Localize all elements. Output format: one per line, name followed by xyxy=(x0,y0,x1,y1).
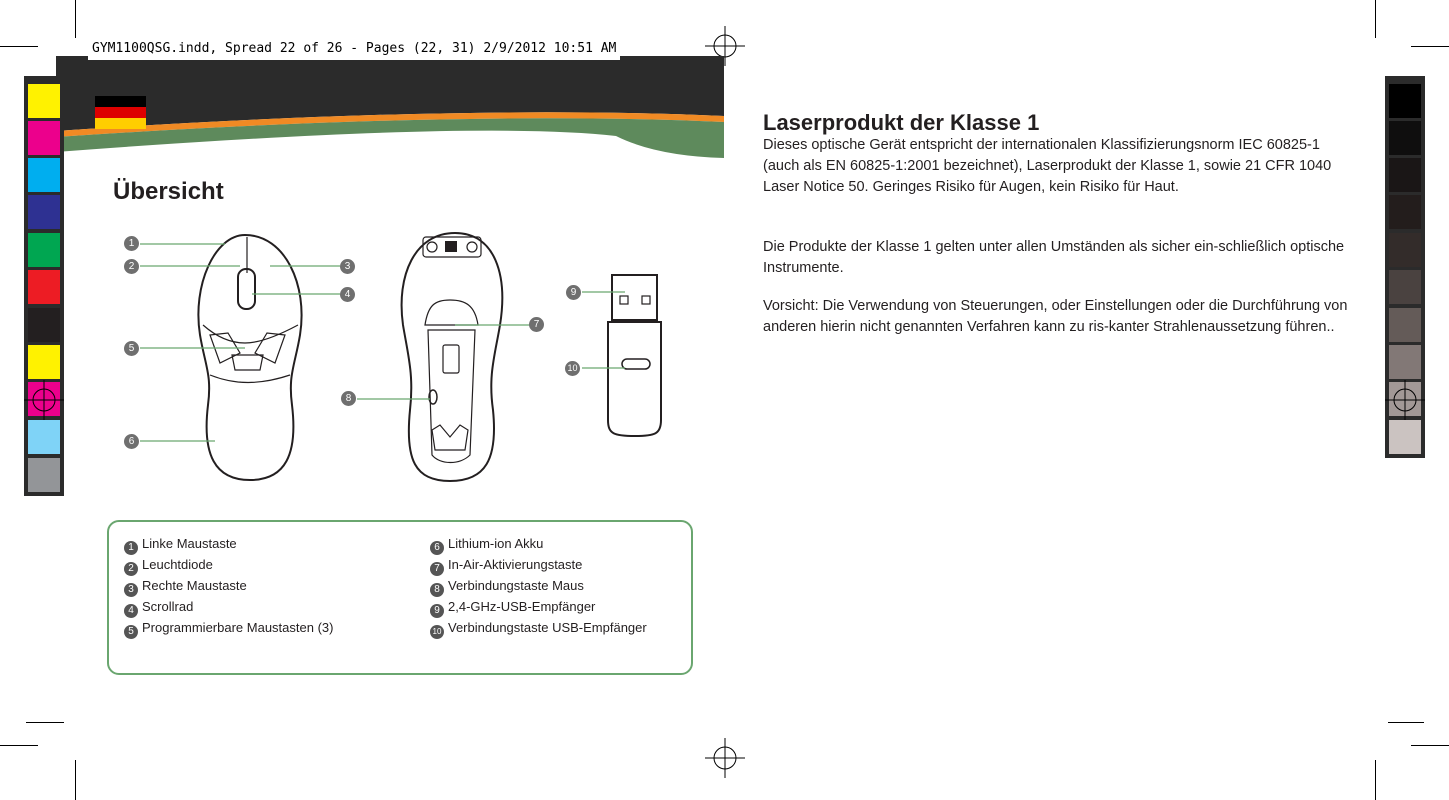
callout-3: 3 xyxy=(340,259,355,274)
callout-5: 5 xyxy=(124,341,139,356)
callout-6: 6 xyxy=(124,434,139,449)
legend-item: 10 Verbindungstaste USB-Empfänger xyxy=(430,619,647,636)
callout-10: 10 xyxy=(565,361,580,376)
legend-item: 1 Linke Maustaste xyxy=(124,535,237,552)
slug-line: GYM1100QSG.indd, Spread 22 of 26 - Pages (22, 31) 2/9/2012 10:51 AM xyxy=(88,38,620,60)
legend-item: 2 Leuchtdiode xyxy=(124,556,213,573)
legend-item: 3 Rechte Maustaste xyxy=(124,577,247,594)
legend-item: 7 In-Air-Aktivierungstaste xyxy=(430,556,582,573)
callout-2: 2 xyxy=(124,259,139,274)
callout-8: 8 xyxy=(341,391,356,406)
paragraph-caution: Vorsicht: Die Verwendung von Steuerungen, oder Einstellungen oder die Durchführung von anderen hierin nicht genannten Verfahren kann zu ris-kanter Strahlenaussetzung führen.. xyxy=(763,298,1348,335)
legend-item: 9 2,4-GHz-USB-Empfänger xyxy=(430,598,595,615)
legend-item: 4 Scrollrad xyxy=(124,598,193,615)
page-title: Übersicht xyxy=(113,178,224,205)
legend-item: 6 Lithium-ion Akku xyxy=(430,535,543,552)
paragraph-safety: Die Produkte der Klasse 1 gelten unter allen Umständen als sicher ein-schließlich optische Instrumente. xyxy=(763,239,1345,276)
callout-1: 1 xyxy=(124,236,139,251)
legend-item: 8 Verbindungstaste Maus xyxy=(430,577,584,594)
paragraph-classification: Dieses optische Gerät entspricht der internationalen Klassifizierungsnorm IEC 60825-1 (auch als EN 60825-1:2001 bezeichnet), Laserprodukt der Klasse 1, sowie 21 CFR 1040 Laser Notice 50. Geringes Risiko für Augen, kein Risiko für Haut. xyxy=(763,137,1332,195)
legend-item: 5 Programmierbare Maustasten (3) xyxy=(124,619,333,636)
callout-9: 9 xyxy=(566,285,581,300)
callout-4: 4 xyxy=(340,287,355,302)
callout-7: 7 xyxy=(529,317,544,332)
section-title: Laserprodukt der Klasse 1 xyxy=(763,110,1040,135)
